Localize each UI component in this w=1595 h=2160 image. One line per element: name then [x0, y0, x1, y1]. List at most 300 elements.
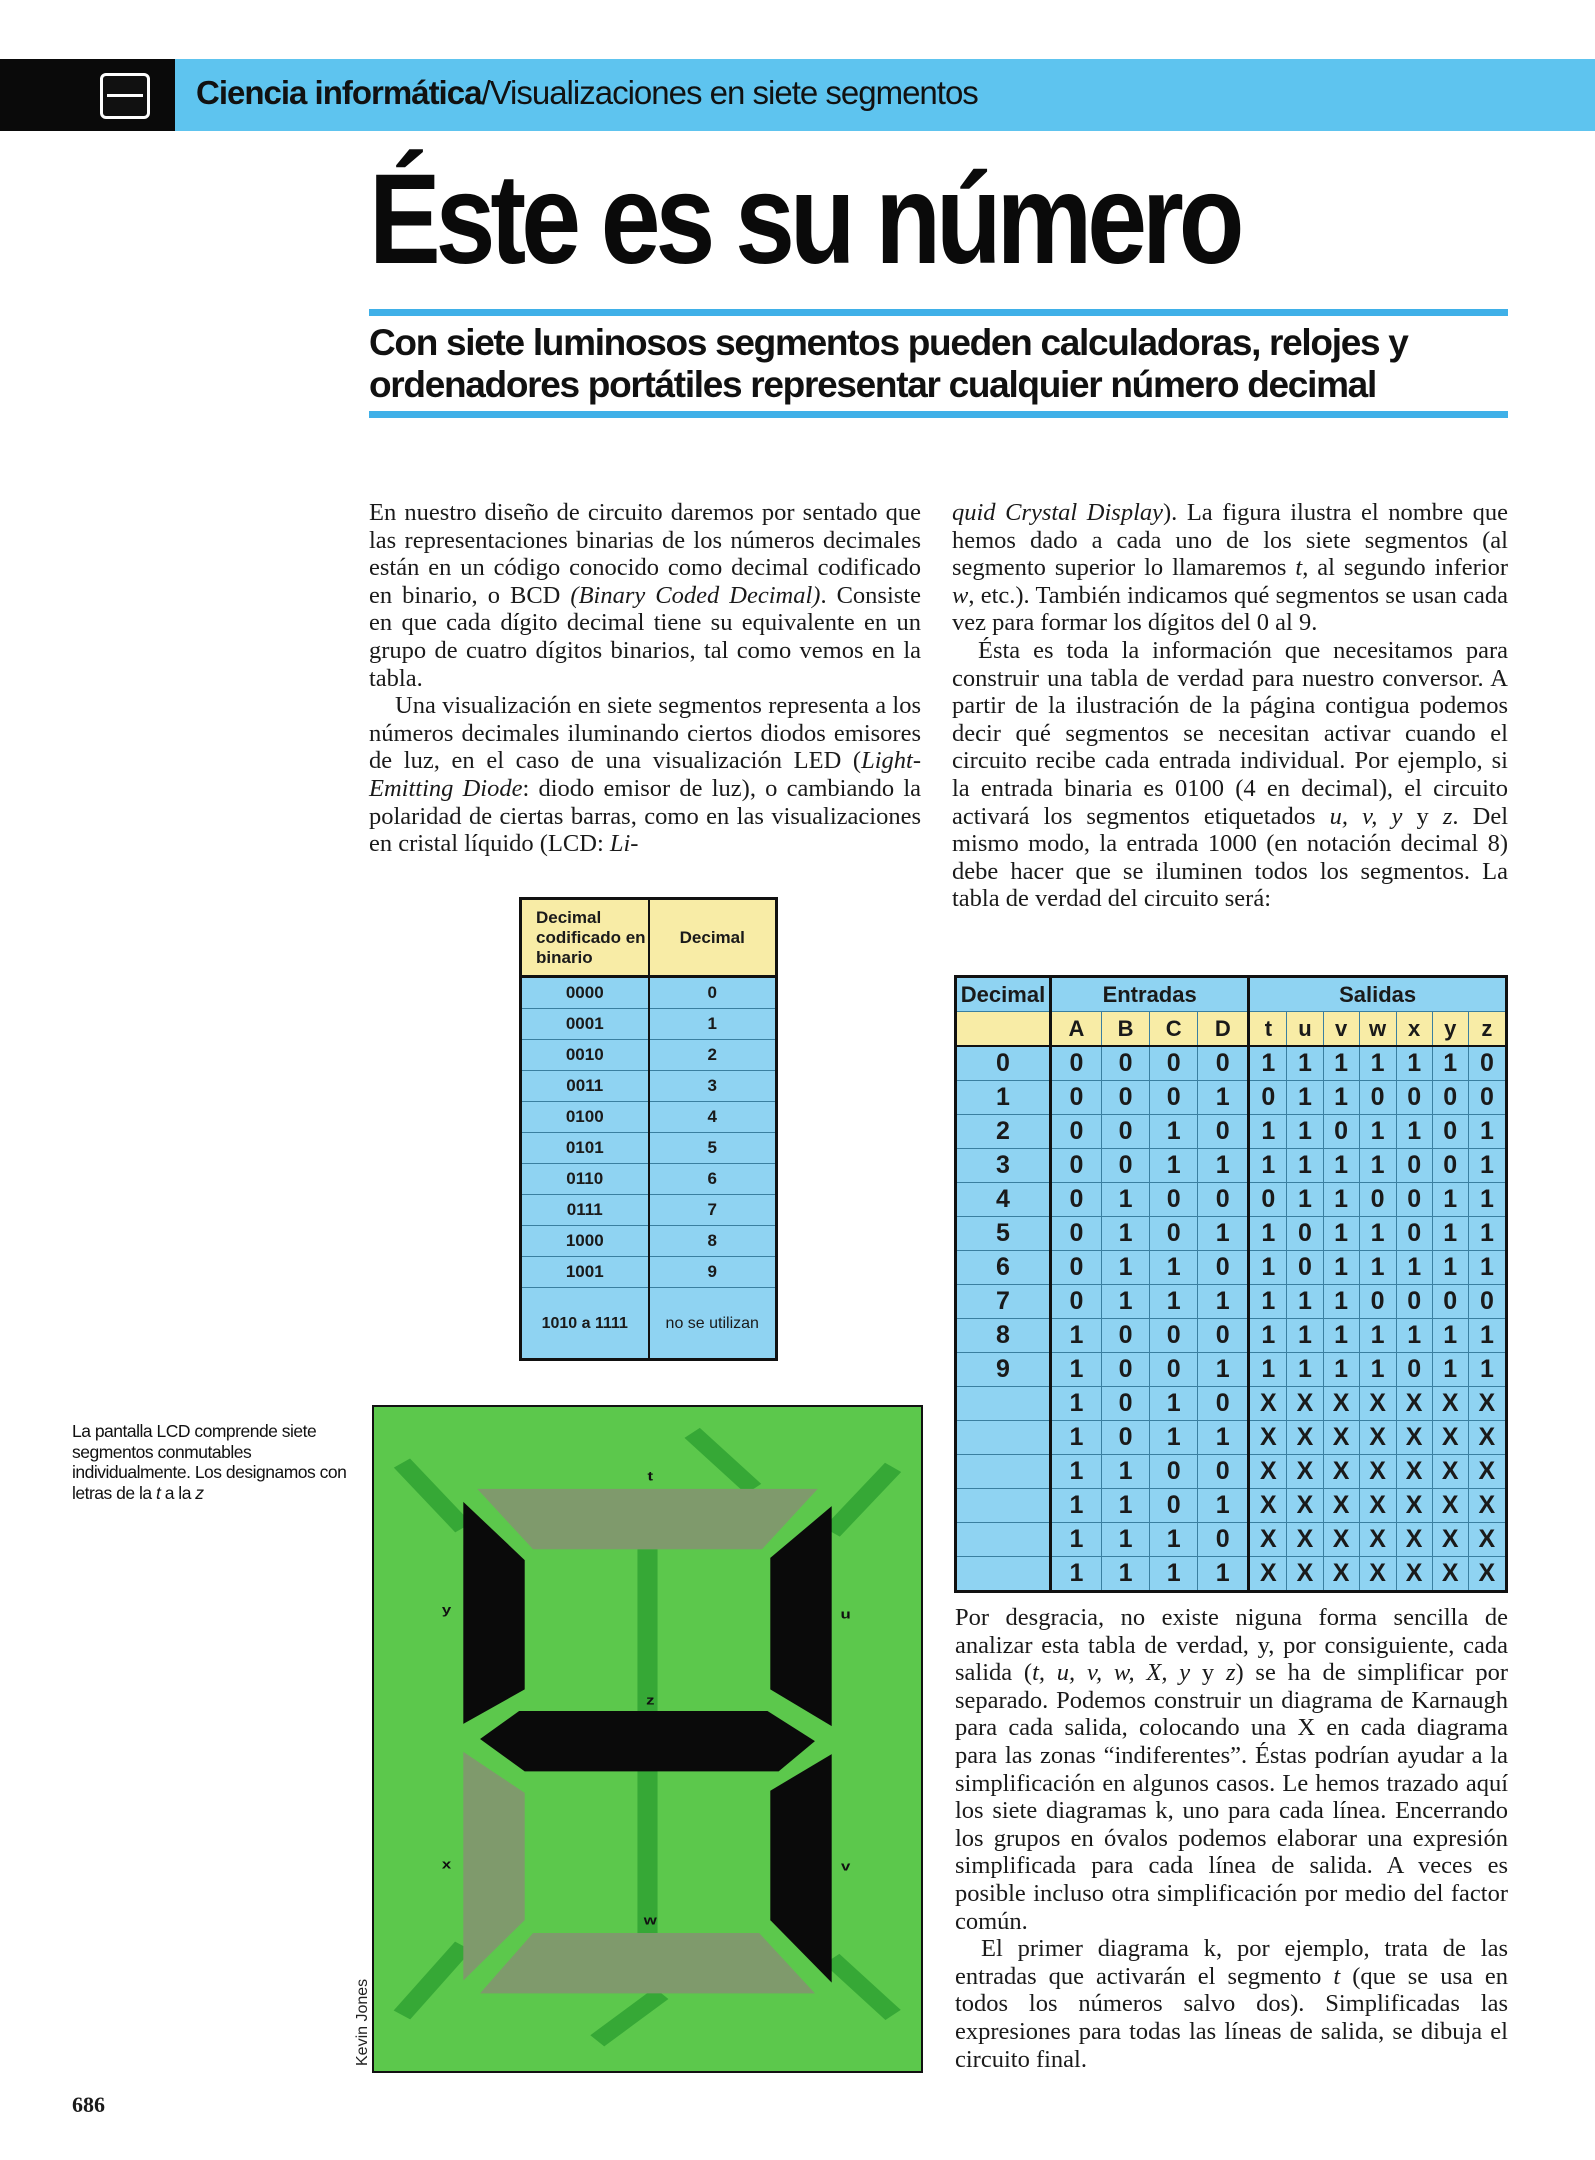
output-cell: X: [1323, 1557, 1359, 1592]
output-cell: 0: [1249, 1081, 1287, 1115]
input-cell: 1: [1150, 1251, 1198, 1285]
bcd-unused-note: no se utilizan: [649, 1288, 777, 1360]
input-cell: 1: [1051, 1387, 1102, 1421]
output-cell: 0: [1468, 1046, 1506, 1081]
italic-text: z: [1442, 802, 1453, 830]
bcd-row: [521, 977, 777, 1009]
truth-row: [956, 1387, 1507, 1421]
bcd-header-decimal: Decimal: [649, 899, 777, 977]
truth-row: [956, 1046, 1507, 1081]
paragraph: [952, 637, 1508, 913]
text-run: , etc.). También indicamos qué segmentos se usan cada vez para formar los dígitos del 0 al 9.: [952, 581, 1508, 637]
output-cell: 1: [1249, 1251, 1287, 1285]
input-cell: 1: [1101, 1217, 1149, 1251]
bcd-binary: 0010: [521, 1040, 649, 1071]
label-w: w: [643, 1913, 657, 1928]
output-cell: 1: [1249, 1285, 1287, 1319]
output-cell: 0: [1396, 1353, 1432, 1387]
output-cell: 1: [1396, 1046, 1432, 1081]
input-cell: 1: [1101, 1557, 1149, 1592]
input-cell: 1: [1150, 1523, 1198, 1557]
guide-stripe: [597, 1993, 661, 2040]
input-cell: 0: [1101, 1115, 1149, 1149]
body-column-right-bottom: [955, 1604, 1508, 2073]
input-cell: 1: [1051, 1523, 1102, 1557]
input-cell: 0: [1150, 1319, 1198, 1353]
output-cell: 1: [1396, 1319, 1432, 1353]
output-cell: 0: [1359, 1183, 1396, 1217]
truth-row: [956, 1149, 1507, 1183]
output-cell: X: [1359, 1489, 1396, 1523]
output-cell: X: [1323, 1523, 1359, 1557]
input-cell: 1: [1150, 1421, 1198, 1455]
input-cell: 0: [1150, 1455, 1198, 1489]
bcd-row: [521, 1257, 777, 1288]
bcd-decimal: 1: [649, 1009, 777, 1040]
bcd-row: [521, 1195, 777, 1226]
input-cell: 1: [1051, 1489, 1102, 1523]
truth-row: [956, 1183, 1507, 1217]
label-x: x: [441, 1857, 452, 1872]
guide-stripe: [832, 1467, 893, 1532]
output-cell: 1: [1468, 1149, 1506, 1183]
decimal-cell: [956, 1387, 1051, 1421]
input-cell: 1: [1150, 1149, 1198, 1183]
truth-row: [956, 1421, 1507, 1455]
input-cell: 0: [1101, 1421, 1149, 1455]
output-cell: X: [1323, 1387, 1359, 1421]
output-cell: 0: [1287, 1251, 1323, 1285]
output-cell: 1: [1249, 1217, 1287, 1251]
input-cell: 0: [1150, 1183, 1198, 1217]
output-cell: 1: [1287, 1353, 1323, 1387]
guide-stripe: [402, 1463, 463, 1528]
segment-y: [463, 1502, 524, 1724]
input-cell: 1: [1051, 1557, 1102, 1592]
input-cell: 1: [1198, 1489, 1249, 1523]
output-cell: 1: [1323, 1149, 1359, 1183]
input-cell: 1: [1101, 1251, 1149, 1285]
output-cell: 0: [1396, 1285, 1432, 1319]
output-cell: X: [1396, 1455, 1432, 1489]
decimal-cell: 7: [956, 1285, 1051, 1319]
text-run: : diodo emisor de luz), o cambiando la polaridad de ciertas barras, como en las visualizaciones en cristal líquido (LCD:: [369, 774, 921, 858]
input-cell: 1: [1101, 1455, 1149, 1489]
output-cell: X: [1249, 1387, 1287, 1421]
decimal-cell: 0: [956, 1046, 1051, 1081]
bcd-binary: 0111: [521, 1195, 649, 1226]
output-cell: 1: [1287, 1081, 1323, 1115]
subsection-name: /Visualizaciones en siete segmentos: [481, 74, 978, 111]
segment-z: [480, 1711, 815, 1771]
output-cell: 0: [1432, 1149, 1468, 1183]
bcd-decimal: 6: [649, 1164, 777, 1195]
bcd-decimal: 4: [649, 1102, 777, 1133]
output-cell: 1: [1359, 1353, 1396, 1387]
output-cell: X: [1432, 1557, 1468, 1592]
bcd-binary-range: 1010 a 1111: [521, 1288, 649, 1360]
output-cell: X: [1287, 1557, 1323, 1592]
output-cell: X: [1249, 1557, 1287, 1592]
decimal-cell: [956, 1523, 1051, 1557]
output-cell: X: [1432, 1489, 1468, 1523]
text-run: y: [1190, 1659, 1226, 1687]
input-cell: 1: [1198, 1285, 1249, 1319]
segment-x: [463, 1752, 524, 1981]
output-cell: 1: [1468, 1251, 1506, 1285]
italic-text: z: [1225, 1659, 1236, 1687]
bcd-binary: 0000: [521, 977, 649, 1009]
output-cell: 1: [1396, 1115, 1432, 1149]
label-v: v: [840, 1859, 851, 1874]
output-cell: 0: [1396, 1149, 1432, 1183]
output-cell: 1: [1468, 1217, 1506, 1251]
divider-bottom: [369, 411, 1508, 418]
output-cell: 1: [1287, 1149, 1323, 1183]
bcd-row: [521, 1226, 777, 1257]
bcd-binary: 0110: [521, 1164, 649, 1195]
input-cell: 0: [1051, 1183, 1102, 1217]
output-cell: X: [1468, 1489, 1506, 1523]
output-cell: X: [1359, 1387, 1396, 1421]
output-col-header: w: [1359, 1012, 1396, 1047]
decimal-cell: [956, 1455, 1051, 1489]
output-cell: 1: [1359, 1251, 1396, 1285]
output-cell: 1: [1432, 1183, 1468, 1217]
bcd-decimal: 9: [649, 1257, 777, 1288]
input-cell: 0: [1198, 1046, 1249, 1081]
caption-text: La pantalla LCD comprende siete segmentos conmutables individualmente. Los designamos con letras de la: [72, 1421, 347, 1503]
output-cell: 1: [1468, 1353, 1506, 1387]
output-cell: 1: [1432, 1046, 1468, 1081]
decimal-cell: 8: [956, 1319, 1051, 1353]
output-cell: X: [1468, 1557, 1506, 1592]
output-cell: X: [1249, 1489, 1287, 1523]
section-name: Ciencia informática: [196, 74, 482, 111]
text-run: y: [1402, 802, 1443, 830]
text-run: En nuestro diseño de circuito daremos por sentado que las representaciones binarias de los números decimales están en un código conocido como decimal codificado en binario, o BCD: [369, 499, 921, 609]
bcd-row: [521, 1071, 777, 1102]
italic-text: u, v, y: [1329, 802, 1403, 830]
bcd-decimal: 5: [649, 1133, 777, 1164]
truth-row: [956, 1081, 1507, 1115]
input-cell: 0: [1051, 1217, 1102, 1251]
output-cell: 0: [1396, 1217, 1432, 1251]
output-cell: X: [1359, 1421, 1396, 1455]
guide-stripe: [692, 1433, 753, 1489]
output-col-header: u: [1287, 1012, 1323, 1047]
italic-text: t: [1333, 1962, 1341, 1990]
input-cell: 0: [1150, 1046, 1198, 1081]
output-cell: 1: [1323, 1319, 1359, 1353]
subtitle: Con siete luminosos segmentos pueden calculadoras, relojes y ordenadores portátiles representar cualquier número decimal: [369, 322, 1408, 405]
caption-z: z: [195, 1482, 204, 1503]
decimal-cell: 2: [956, 1115, 1051, 1149]
decimal-cell: 5: [956, 1217, 1051, 1251]
output-cell: X: [1468, 1421, 1506, 1455]
italic-text: t: [1295, 554, 1303, 582]
output-cell: X: [1432, 1523, 1468, 1557]
input-cell: 1: [1101, 1523, 1149, 1557]
caption-t: t: [155, 1482, 161, 1503]
output-cell: X: [1432, 1421, 1468, 1455]
input-cell: 0: [1051, 1149, 1102, 1183]
output-cell: X: [1287, 1421, 1323, 1455]
section-header: [196, 74, 978, 112]
input-col-header: A: [1051, 1012, 1102, 1047]
output-cell: X: [1287, 1523, 1323, 1557]
output-cell: 1: [1323, 1081, 1359, 1115]
output-cell: 1: [1323, 1251, 1359, 1285]
decimal-cell: 3: [956, 1149, 1051, 1183]
italic-text: t, u, v, w, X, y: [1032, 1659, 1191, 1687]
output-cell: 1: [1323, 1353, 1359, 1387]
italic-text: w: [952, 581, 969, 609]
bcd-decimal: 8: [649, 1226, 777, 1257]
bcd-binary: 0101: [521, 1133, 649, 1164]
text-run: (que se usa en todos los números salvo dos). Simplificadas las expresiones para todas las líneas de salida, se dibuja el circuito final.: [955, 1962, 1508, 2073]
input-cell: 0: [1051, 1251, 1102, 1285]
seven-segment-display: [374, 1407, 921, 2071]
input-cell: 1: [1150, 1115, 1198, 1149]
output-cell: 1: [1287, 1285, 1323, 1319]
output-cell: 1: [1287, 1319, 1323, 1353]
decimal-cell: [956, 1421, 1051, 1455]
output-cell: X: [1432, 1455, 1468, 1489]
input-cell: 0: [1051, 1046, 1102, 1081]
output-cell: 1: [1287, 1046, 1323, 1081]
output-cell: 1: [1249, 1353, 1287, 1387]
output-cell: 1: [1359, 1149, 1396, 1183]
italic-text: quid Crystal Display: [952, 499, 1163, 526]
truth-header-outputs: Salidas: [1249, 977, 1507, 1012]
input-cell: 0: [1198, 1115, 1249, 1149]
bcd-binary: 0011: [521, 1071, 649, 1102]
output-cell: 1: [1432, 1319, 1468, 1353]
output-cell: 0: [1396, 1081, 1432, 1115]
decimal-cell: 9: [956, 1353, 1051, 1387]
output-cell: X: [1396, 1557, 1432, 1592]
bcd-row-unused: [521, 1288, 777, 1360]
output-cell: 1: [1468, 1115, 1506, 1149]
output-cell: X: [1287, 1387, 1323, 1421]
input-cell: 0: [1198, 1523, 1249, 1557]
label-u: u: [840, 1607, 851, 1622]
input-col-header: C: [1150, 1012, 1198, 1047]
input-cell: 0: [1101, 1353, 1149, 1387]
output-cell: 1: [1359, 1217, 1396, 1251]
input-cell: 1: [1051, 1353, 1102, 1387]
output-cell: X: [1287, 1455, 1323, 1489]
output-cell: 1: [1323, 1285, 1359, 1319]
bcd-binary: 1000: [521, 1226, 649, 1257]
output-col-header: v: [1323, 1012, 1359, 1047]
input-cell: 0: [1051, 1115, 1102, 1149]
output-cell: 0: [1468, 1081, 1506, 1115]
bcd-row: [521, 1133, 777, 1164]
input-cell: 1: [1051, 1421, 1102, 1455]
output-cell: 1: [1323, 1217, 1359, 1251]
input-cell: 0: [1198, 1387, 1249, 1421]
output-col-header: t: [1249, 1012, 1287, 1047]
output-cell: X: [1396, 1387, 1432, 1421]
bcd-decimal: 7: [649, 1195, 777, 1226]
input-cell: 0: [1051, 1285, 1102, 1319]
truth-row: [956, 1353, 1507, 1387]
output-cell: X: [1468, 1523, 1506, 1557]
text-run: Ésta es toda la información que necesitamos para construir una tabla de verdad para nuestro conversor. A partir de la ilustración de la página contigua podemos decir qué segmentos se necesitan activar cuando el circuito recibe cada entrada individual. Por ejemplo, si la entrada binaria es 0100 (4 en decimal), el circuito activará los segmentos etiquetados: [952, 636, 1508, 830]
italic-text: Li-: [609, 830, 639, 858]
output-cell: 1: [1249, 1046, 1287, 1081]
input-cell: 0: [1198, 1455, 1249, 1489]
input-cell: 1: [1198, 1421, 1249, 1455]
input-cell: 1: [1198, 1217, 1249, 1251]
label-t: t: [647, 1469, 654, 1484]
input-cell: 1: [1198, 1149, 1249, 1183]
guide-stripe: [832, 1959, 893, 2015]
output-cell: X: [1468, 1455, 1506, 1489]
paragraph: [369, 499, 921, 692]
paragraph: [952, 499, 1508, 637]
output-cell: X: [1323, 1421, 1359, 1455]
input-cell: 0: [1198, 1319, 1249, 1353]
output-cell: 1: [1249, 1149, 1287, 1183]
output-cell: 1: [1359, 1319, 1396, 1353]
input-cell: 1: [1051, 1319, 1102, 1353]
output-cell: 0: [1359, 1081, 1396, 1115]
output-col-header: z: [1468, 1012, 1506, 1047]
figure-caption: [72, 1421, 347, 1503]
paragraph: [955, 1604, 1508, 1935]
bcd-decimal: 2: [649, 1040, 777, 1071]
output-col-header: x: [1396, 1012, 1432, 1047]
truth-row: [956, 1251, 1507, 1285]
bcd-table: [519, 897, 778, 1361]
truth-row: [956, 1285, 1507, 1319]
input-col-header: D: [1198, 1012, 1249, 1047]
output-cell: X: [1359, 1557, 1396, 1592]
input-cell: 0: [1198, 1183, 1249, 1217]
text-run: . Del mismo modo, la entrada 1000 (en notación decimal 8) debe hacer que se iluminen todos los segmentos. La tabla de verdad del circuito será:: [952, 802, 1509, 913]
guide-stripe: [402, 1946, 463, 2015]
output-cell: 1: [1432, 1217, 1468, 1251]
output-cell: 1: [1468, 1319, 1506, 1353]
input-cell: 0: [1198, 1251, 1249, 1285]
input-cell: 0: [1101, 1046, 1149, 1081]
decimal-cell: 6: [956, 1251, 1051, 1285]
output-cell: X: [1249, 1455, 1287, 1489]
output-cell: 1: [1359, 1046, 1396, 1081]
paragraph: [369, 692, 921, 858]
input-cell: 1: [1150, 1387, 1198, 1421]
output-cell: 0: [1432, 1081, 1468, 1115]
paragraph: [955, 1935, 1508, 2073]
output-cell: 0: [1323, 1115, 1359, 1149]
output-cell: 1: [1287, 1183, 1323, 1217]
bcd-row: [521, 1009, 777, 1040]
truth-row: [956, 1489, 1507, 1523]
output-cell: X: [1249, 1523, 1287, 1557]
bcd-row: [521, 1164, 777, 1195]
page-title: Éste es su número: [369, 148, 1240, 291]
bcd-decimal: 0: [649, 977, 777, 1009]
input-cell: 1: [1101, 1183, 1149, 1217]
decimal-cell: 1: [956, 1081, 1051, 1115]
input-cell: 0: [1150, 1489, 1198, 1523]
output-cell: 1: [1432, 1251, 1468, 1285]
bcd-row: [521, 1040, 777, 1071]
output-cell: 1: [1287, 1115, 1323, 1149]
label-z: z: [646, 1693, 655, 1708]
seven-segment-figure: [372, 1405, 923, 2073]
segment-u: [770, 1506, 831, 1726]
computer-chip-icon: [100, 73, 150, 119]
input-cell: 1: [1150, 1285, 1198, 1319]
input-cell: 0: [1101, 1081, 1149, 1115]
text-run: , al segundo inferior: [1302, 554, 1508, 582]
bcd-binary: 0001: [521, 1009, 649, 1040]
truth-row: [956, 1115, 1507, 1149]
truth-subheader-blank: [956, 1012, 1051, 1047]
truth-header-decimal: Decimal: [956, 977, 1051, 1012]
output-cell: 0: [1396, 1183, 1432, 1217]
input-cell: 0: [1150, 1353, 1198, 1387]
divider-top: [369, 309, 1508, 316]
bcd-binary: 1001: [521, 1257, 649, 1288]
output-cell: X: [1359, 1523, 1396, 1557]
text-run: Una visualización en siete segmentos representa a los números decimales iluminando ciertos diodos emisores de luz, en el caso de una visualización LED (: [369, 692, 921, 775]
output-cell: 0: [1432, 1115, 1468, 1149]
output-cell: X: [1396, 1489, 1432, 1523]
segment-t: [477, 1489, 817, 1549]
input-cell: 0: [1150, 1081, 1198, 1115]
output-cell: 1: [1249, 1115, 1287, 1149]
output-cell: 1: [1359, 1115, 1396, 1149]
caption-mid: a la: [160, 1482, 196, 1503]
segment-v: [770, 1754, 831, 1983]
label-y: y: [441, 1602, 452, 1618]
illustration-credit: Kevin Jones: [354, 1978, 371, 2066]
bcd-row: [521, 1102, 777, 1133]
bcd-decimal: 3: [649, 1071, 777, 1102]
output-cell: 1: [1468, 1183, 1506, 1217]
text-run: . Consiste en que cada dígito decimal tiene su equivalente en un grupo de cuatro dígitos binarios, tal como vemos en la tabla.: [369, 581, 921, 692]
bcd-header-binary: Decimal codificado en binario: [521, 899, 649, 977]
segment-w: [480, 1933, 815, 1993]
output-cell: X: [1287, 1489, 1323, 1523]
input-cell: 0: [1101, 1387, 1149, 1421]
truth-table: [954, 975, 1508, 1593]
body-column-right: [952, 499, 1508, 913]
output-cell: X: [1432, 1387, 1468, 1421]
text-run: Por desgracia, no existe niguna forma sencilla de analizar esta tabla de verdad, y, por consiguiente, cada salida (: [955, 1604, 1508, 1687]
italic-text: (Binary Coded Decimal): [570, 581, 821, 609]
decimal-cell: [956, 1557, 1051, 1592]
text-run: El primer diagrama k, por ejemplo, trata de las entradas que activarán el segmento: [955, 1935, 1508, 1990]
truth-header-inputs: Entradas: [1051, 977, 1249, 1012]
input-cell: 1: [1101, 1489, 1149, 1523]
output-cell: 1: [1323, 1183, 1359, 1217]
input-col-header: B: [1101, 1012, 1149, 1047]
italic-text: Light-Emitting Diode: [369, 747, 921, 802]
input-cell: 0: [1101, 1319, 1149, 1353]
input-cell: 1: [1101, 1285, 1149, 1319]
output-cell: X: [1468, 1387, 1506, 1421]
truth-row: [956, 1455, 1507, 1489]
input-cell: 0: [1150, 1217, 1198, 1251]
output-cell: 0: [1359, 1285, 1396, 1319]
decimal-cell: [956, 1489, 1051, 1523]
